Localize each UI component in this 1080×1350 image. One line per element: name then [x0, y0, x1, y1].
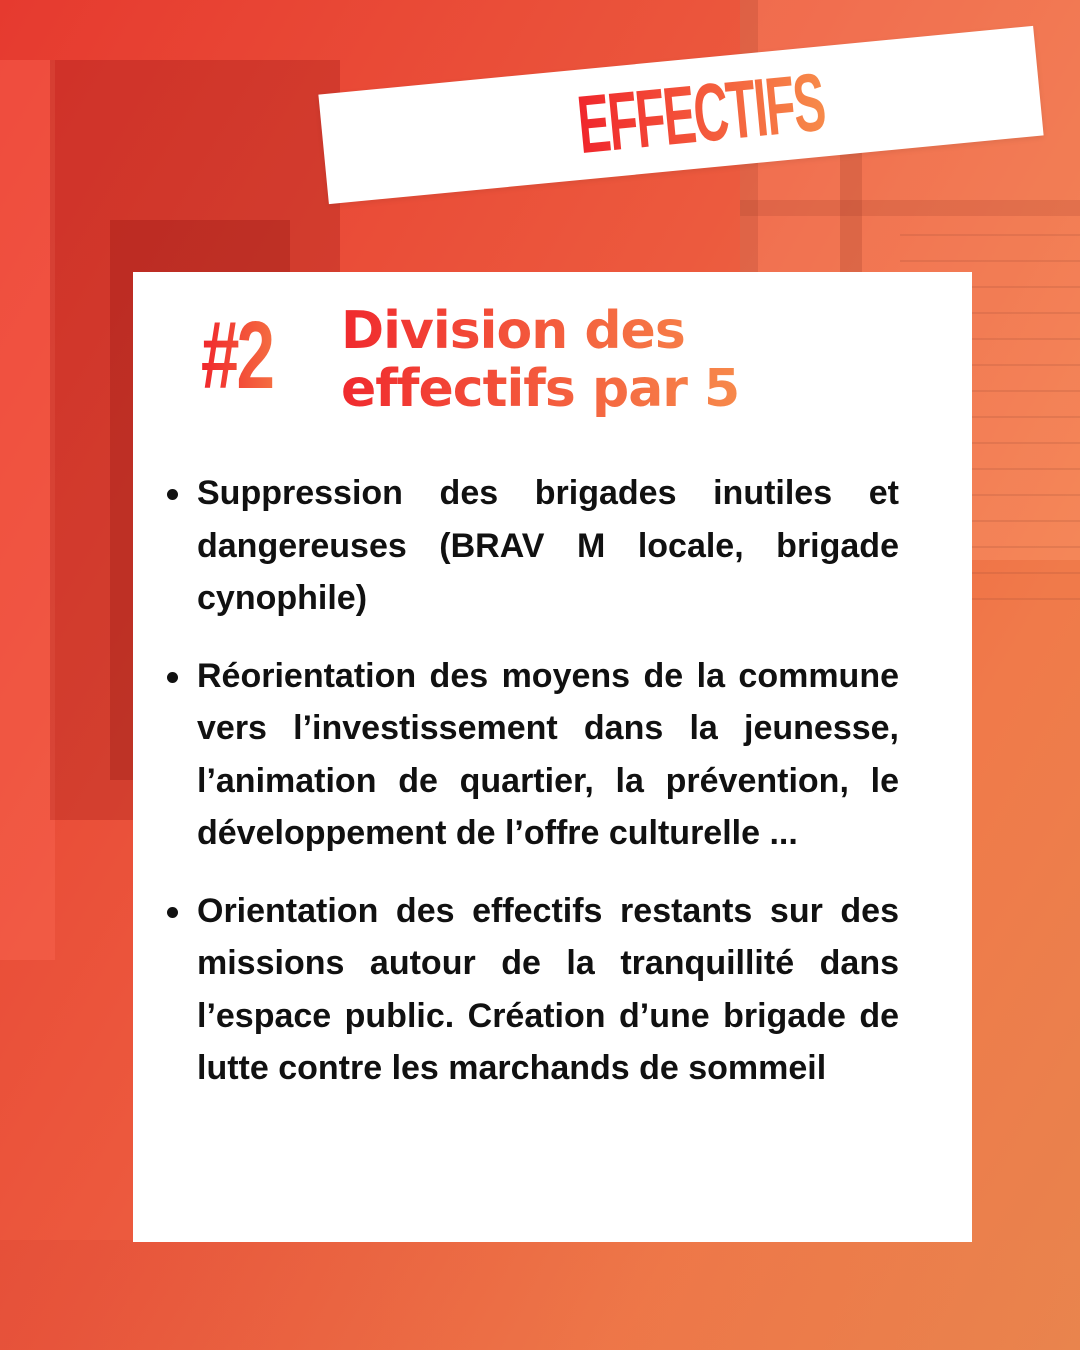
title-banner	[318, 26, 1043, 204]
bullet-list	[197, 467, 899, 1120]
proposal-number: #2	[201, 308, 302, 404]
list-item	[197, 467, 899, 625]
content-card	[133, 272, 972, 1242]
proposal-title	[341, 302, 739, 418]
bullet-icon	[167, 672, 178, 683]
background-floor	[0, 1240, 1080, 1350]
bullet-icon	[167, 489, 178, 500]
banner-title: EFFECTIFS	[573, 55, 829, 171]
proposal-title-line-2: effectifs par 5	[341, 359, 740, 419]
background-wall	[0, 60, 55, 960]
bullet-icon	[167, 907, 178, 918]
list-item-text: Suppression des brigades inutiles et dangereuses (BRAV M locale, brigade cynophile)	[197, 474, 899, 617]
list-item	[197, 650, 899, 860]
list-item	[197, 885, 899, 1095]
proposal-title-line-1: Division des	[341, 301, 685, 361]
list-item-text: Orientation des effectifs restants sur des missions autour de la tranquillité dans l’espace public. Création d’une brigade de lutte contre les marchands de sommeil	[197, 891, 899, 1087]
background-window-frame	[740, 200, 1080, 216]
list-item-text: Réorientation des moyens de la commune vers l’investissement dans la jeunesse, l’animation de quartier, la prévention, le développement de l’offre culturelle ...	[197, 656, 899, 852]
card-heading	[201, 302, 739, 418]
